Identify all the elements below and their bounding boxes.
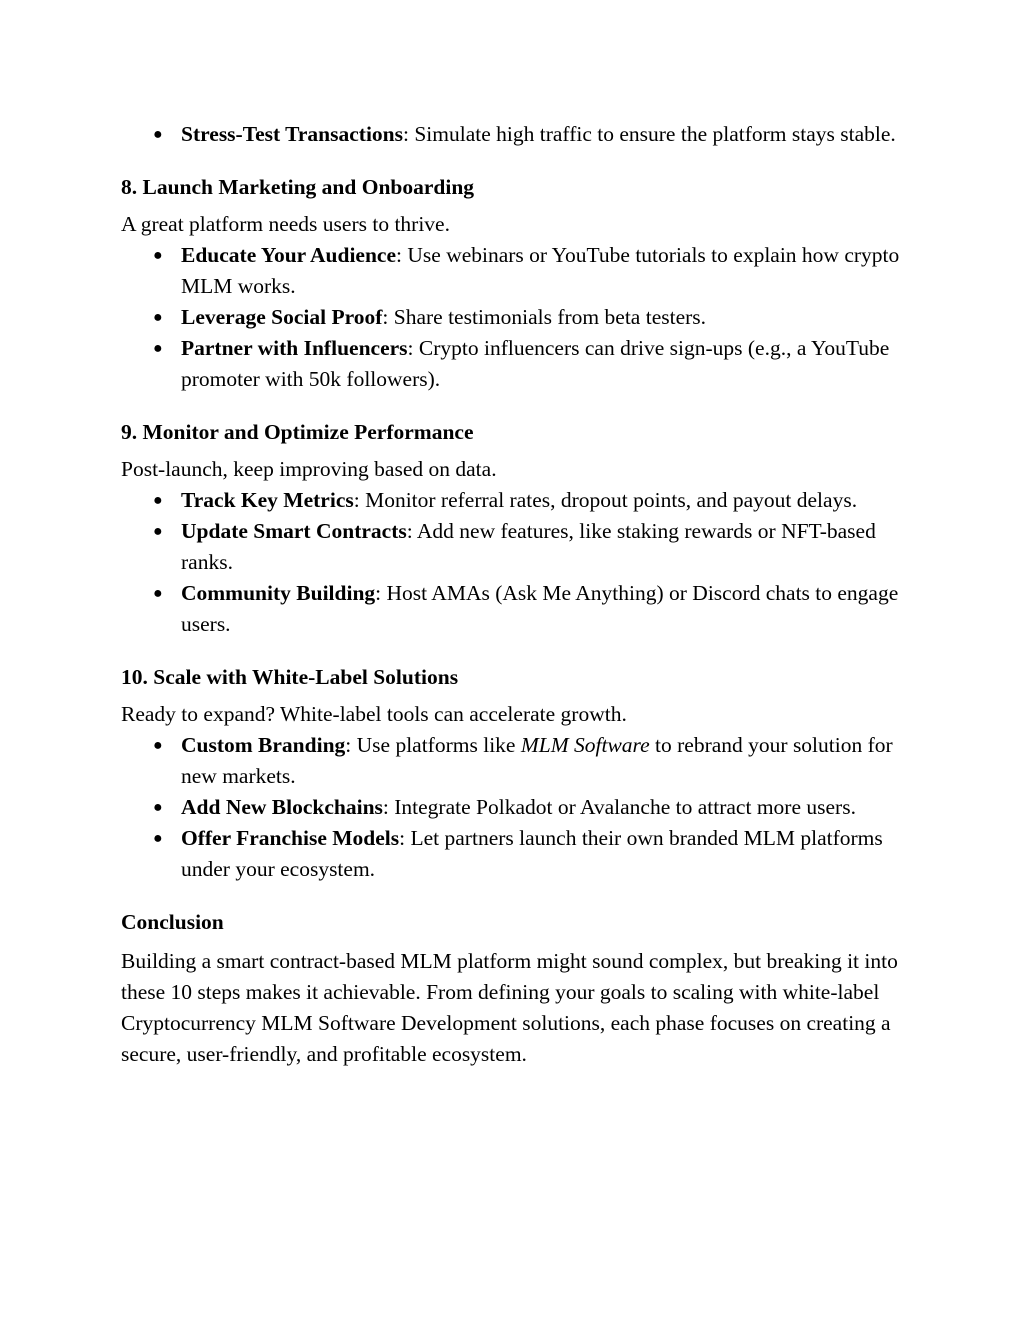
bullet-icon: ● — [153, 309, 163, 326]
list-item — [121, 516, 911, 578]
bullet-icon: ● — [153, 492, 163, 509]
bullet-icon: ● — [153, 585, 163, 602]
bullet-italic-text: MLM Software — [520, 733, 650, 757]
section-scale-white-label — [121, 662, 911, 885]
bullet-text: : Simulate high traffic to ensure the platform stays stable. — [403, 122, 896, 146]
bullet-term: Partner with Influencers — [181, 336, 408, 360]
bullet-icon: ● — [153, 126, 163, 143]
bullet-text: : Use platforms like — [345, 733, 521, 757]
bullet-term: Custom Branding — [181, 733, 346, 757]
section-heading: Conclusion — [121, 910, 224, 934]
bullet-text: : Use webinars or YouTube tutorials to explain how crypto MLM works. — [181, 243, 900, 298]
list-item — [121, 302, 911, 333]
bullet-term: Leverage Social Proof — [181, 305, 383, 329]
bullet-text: to rebrand your solution for new markets. — [181, 733, 893, 788]
top-bullet-list — [121, 119, 911, 150]
bullet-list — [121, 485, 911, 640]
section-monitor-optimize — [121, 417, 911, 640]
bullet-list — [121, 240, 911, 395]
bullet-icon: ● — [153, 830, 163, 847]
list-item — [121, 792, 911, 823]
section-launch-marketing — [121, 172, 911, 395]
bullet-icon: ● — [153, 340, 163, 357]
bullet-text: : Let partners launch their own branded MLM platforms under your ecosystem. — [181, 826, 883, 881]
bullet-text: : Share testimonials from beta testers. — [382, 305, 707, 329]
list-item — [121, 333, 911, 395]
list-item — [121, 578, 911, 640]
list-item — [121, 823, 911, 885]
section-intro: Ready to expand? White-label tools can accelerate growth. — [121, 702, 627, 726]
bullet-text: : Crypto influencers can drive sign-ups (e.g., a YouTube promoter with 50k followers). — [181, 336, 890, 391]
list-item — [121, 485, 911, 516]
section-heading: 10. Scale with White-Label Solutions — [121, 665, 459, 689]
list-item — [121, 119, 911, 150]
bullet-icon: ● — [153, 247, 163, 264]
bullet-text: : Integrate Polkadot or Avalanche to attract more users. — [382, 795, 856, 819]
list-item — [121, 240, 911, 302]
list-item — [121, 730, 911, 792]
conclusion-body: Building a smart contract-based MLM platform might sound complex, but breaking it into these 10 steps makes it achievable. From defining your goals to scaling with white-label Cryptocurrency MLM Software Development solutions, each phase focuses on creating a secure, user-friendly, and profitable ecosystem. — [121, 949, 898, 1066]
bullet-term: Educate Your Audience — [181, 243, 397, 267]
bullet-term: Offer Franchise Models — [181, 826, 400, 850]
bullet-text: : Add new features, like staking rewards or NFT-based ranks. — [181, 519, 876, 574]
bullet-term: Update Smart Contracts — [181, 519, 407, 543]
bullet-term: Add New Blockchains — [181, 795, 383, 819]
bullet-icon: ● — [153, 737, 163, 754]
bullet-term: Stress-Test Transactions — [181, 122, 403, 146]
bullet-list — [121, 730, 911, 885]
section-heading: 9. Monitor and Optimize Performance — [121, 420, 474, 444]
bullet-term: Track Key Metrics — [181, 488, 354, 512]
bullet-text: : Monitor referral rates, dropout points, and payout delays. — [353, 488, 858, 512]
bullet-icon: ● — [153, 799, 163, 816]
section-intro: A great platform needs users to thrive. — [121, 212, 450, 236]
bullet-term: Community Building — [181, 581, 376, 605]
section-heading: 8. Launch Marketing and Onboarding — [121, 175, 475, 199]
document-page — [121, 119, 911, 1070]
bullet-text: : Host AMAs (Ask Me Anything) or Discord chats to engage users. — [181, 581, 899, 636]
section-intro: Post-launch, keep improving based on data. — [121, 457, 497, 481]
bullet-icon: ● — [153, 523, 163, 540]
section-conclusion — [121, 907, 911, 1070]
